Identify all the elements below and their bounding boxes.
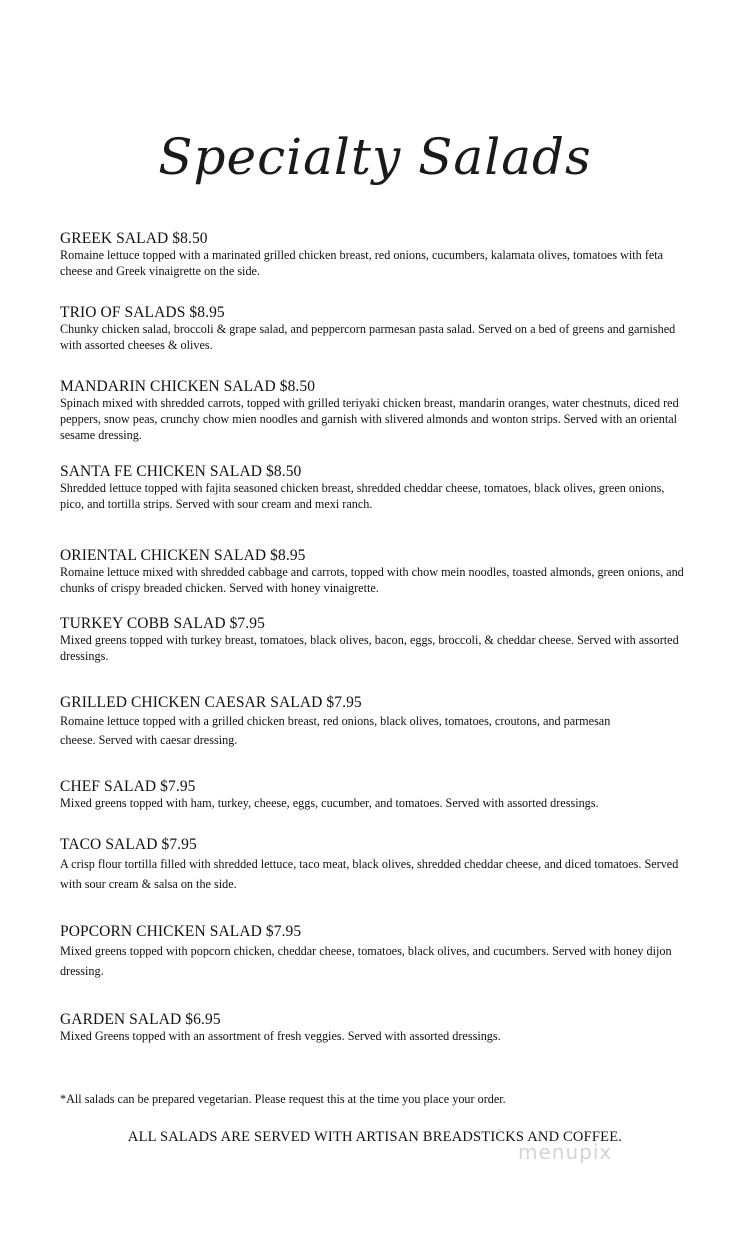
menu-item-santa-fe-chicken-salad <box>60 462 685 513</box>
item-title: TRIO OF SALADS $8.95 <box>60 304 225 321</box>
footer-note: ALL SALADS ARE SERVED WITH ARTISAN BREADSTICKS AND COFFEE. <box>127 1129 623 1145</box>
item-title: ORIENTAL CHICKEN SALAD $8.95 <box>60 547 306 564</box>
menu-item-trio-of-salads <box>60 303 685 354</box>
item-description: A crisp flour tortilla filled with shredded lettuce, taco meat, black olives, shredded cheddar cheese, and diced tomatoes. Served with sour cream & salsa on the side. <box>60 857 679 891</box>
menu-item-taco-salad <box>60 835 685 894</box>
item-title: GARDEN SALAD $6.95 <box>60 1011 221 1028</box>
item-description: Shredded lettuce topped with fajita seasoned chicken breast, shredded cheddar cheese, tomatoes, black olives, green onions, pico, and tortilla strips. Served with sour cream and mexi ranch. <box>60 481 665 511</box>
item-title: POPCORN CHICKEN SALAD $7.95 <box>60 923 302 940</box>
menu-item-chef-salad <box>60 777 685 812</box>
item-title: TACO SALAD $7.95 <box>60 836 197 853</box>
menu-item-greek-salad <box>60 229 685 280</box>
item-title: GREEK SALAD $8.50 <box>60 230 208 247</box>
item-title: CHEF SALAD $7.95 <box>60 778 196 795</box>
item-description: Mixed greens topped with popcorn chicken, cheddar cheese, tomatoes, black olives, and cucumbers. Served with honey dijon dressing. <box>60 944 672 978</box>
item-description: Mixed greens topped with turkey breast, tomatoes, black olives, bacon, eggs, broccoli, & cheddar cheese. Served with assorted dressings. <box>60 633 679 663</box>
item-description: Mixed greens topped with ham, turkey, cheese, eggs, cucumber, and tomatoes. Served with assorted dressings. <box>60 796 599 810</box>
item-description: Romaine lettuce topped with a marinated grilled chicken breast, red onions, cucumbers, kalamata olives, tomatoes with feta cheese and Greek vinaigrette on the side. <box>60 248 664 278</box>
menu-item-oriental-chicken-salad <box>60 546 685 597</box>
vegetarian-note: *All salads can be prepared vegetarian. Please request this at the time you place your order. <box>60 1092 506 1106</box>
item-description: Romaine lettuce mixed with shredded cabbage and carrots, topped with chow mein noodles, toasted almonds, green onions, and chunks of crispy breaded chicken. Served with honey vinaigrette. <box>60 565 684 595</box>
watermark: menupix <box>518 1140 613 1164</box>
item-description: Mixed Greens topped with an assortment of fresh veggies. Served with assorted dressings. <box>60 1029 501 1043</box>
menu-item-garden-salad <box>60 1010 685 1045</box>
item-title: MANDARIN CHICKEN SALAD $8.50 <box>60 378 316 395</box>
item-description: Chunky chicken salad, broccoli & grape salad, and peppercorn parmesan pasta salad. Served on a bed of greens and garnished with assorted cheeses & olives. <box>60 322 676 352</box>
item-description: Spinach mixed with shredded carrots, topped with grilled teriyaki chicken breast, mandarin oranges, water chestnuts, diced red peppers, snow peas, crunchy chow mien noodles and garnish with slivered almonds and wonton strips. Served with an oriental sesame dressing. <box>60 396 679 442</box>
page-title: Specialty Salads <box>158 128 592 186</box>
item-title: TURKEY COBB SALAD $7.95 <box>60 615 265 632</box>
menu-item-popcorn-chicken-salad <box>60 922 685 981</box>
menu-item-mandarin-chicken-salad <box>60 377 685 443</box>
item-title: GRILLED CHICKEN CAESAR SALAD $7.95 <box>60 694 362 711</box>
menu-item-grilled-chicken-caesar-salad <box>60 693 685 750</box>
menu-item-turkey-cobb-salad <box>60 614 685 665</box>
item-description: Romaine lettuce topped with a grilled chicken breast, red onions, black olives, tomatoes, croutons, and parmesan cheese. Served with caesar dressing. <box>60 714 611 747</box>
item-title: SANTA FE CHICKEN SALAD $8.50 <box>60 463 302 480</box>
